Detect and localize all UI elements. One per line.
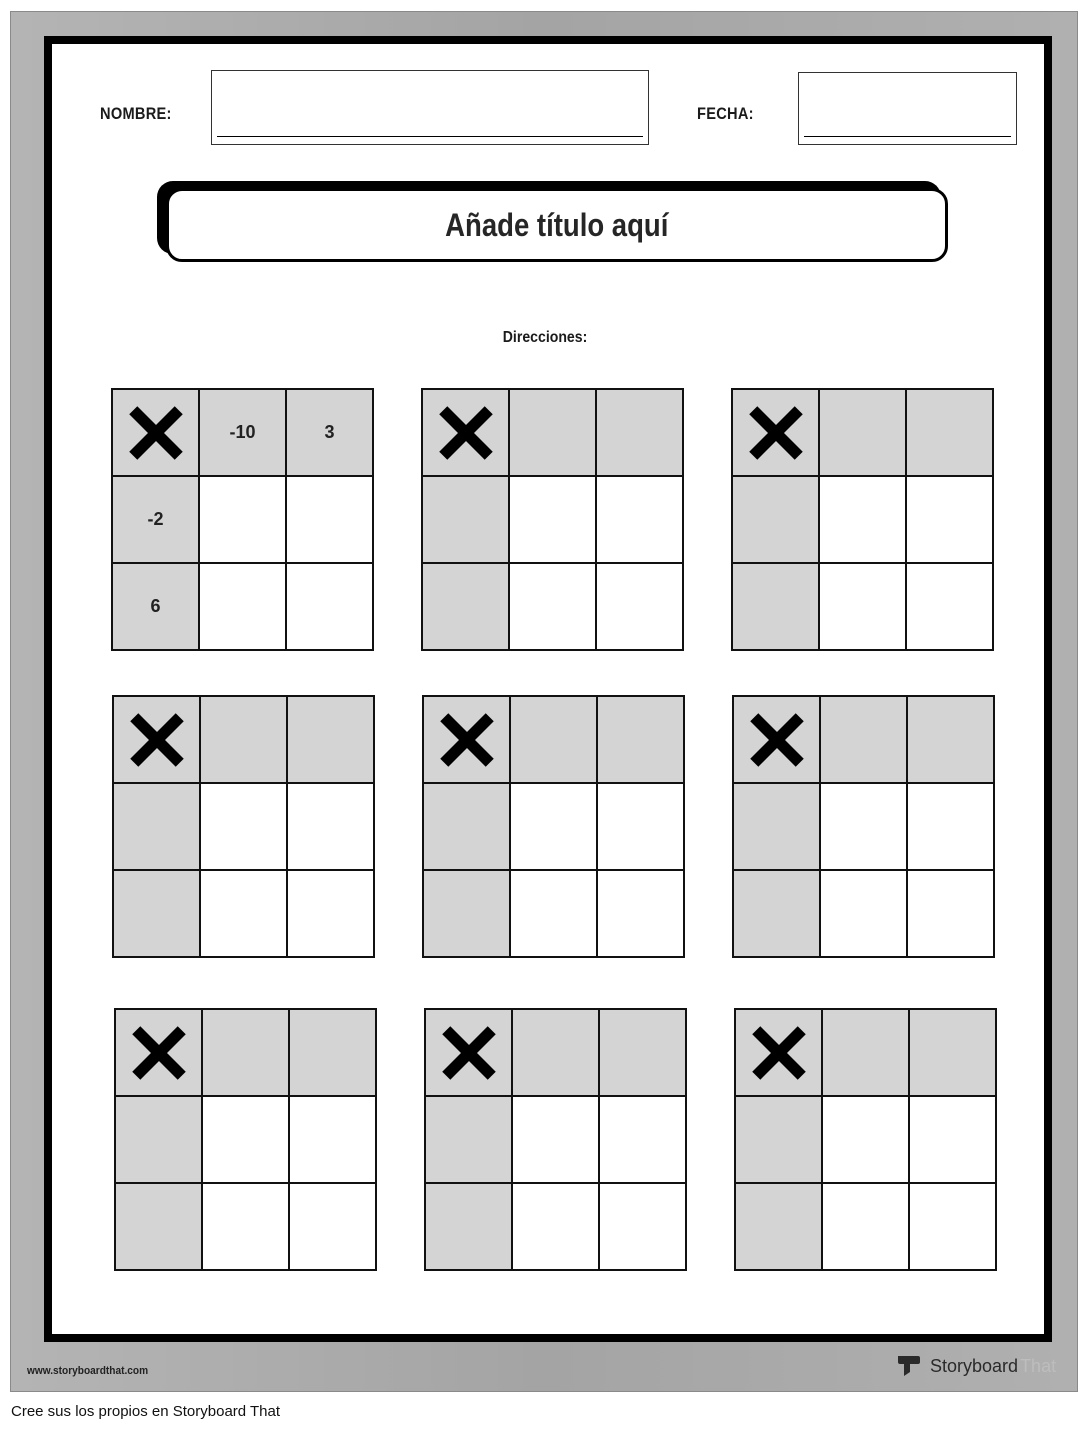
grid-header-cell — [511, 697, 596, 782]
grid-header-cell — [426, 1184, 511, 1269]
grid-header-cell: -2 — [113, 477, 198, 562]
grid-header-cell — [423, 477, 508, 562]
x-icon — [436, 709, 498, 771]
name-label: NOMBRE: — [100, 104, 172, 123]
grid-answer-cell[interactable] — [511, 784, 596, 869]
grid-header-cell — [288, 697, 373, 782]
grid-answer-cell[interactable] — [201, 871, 286, 956]
grid-header-cell — [734, 871, 819, 956]
number-grid — [111, 388, 374, 651]
grid-header-cell — [423, 564, 508, 649]
grid-header-cell — [203, 1010, 288, 1095]
grid-answer-cell[interactable] — [910, 1184, 995, 1269]
grid-header-cell — [426, 1097, 511, 1182]
grid-answer-cell[interactable] — [908, 871, 993, 956]
brand-name: Storyboard — [930, 1355, 1019, 1376]
grid-header-cell — [114, 871, 199, 956]
x-mark-icon — [113, 390, 198, 475]
x-icon — [128, 1022, 190, 1084]
grid-answer-cell[interactable] — [821, 871, 906, 956]
grid-answer-cell[interactable] — [600, 1097, 685, 1182]
grid-header-cell — [823, 1010, 908, 1095]
grid-header-cell — [598, 697, 683, 782]
grid-answer-cell[interactable] — [820, 564, 905, 649]
x-icon — [438, 1022, 500, 1084]
storyboard-brand[interactable] — [896, 1354, 1056, 1378]
grid-header-cell — [910, 1010, 995, 1095]
grid-answer-cell[interactable] — [511, 871, 596, 956]
grid-answer-cell[interactable] — [513, 1097, 598, 1182]
grid-answer-cell[interactable] — [598, 784, 683, 869]
storyboard-logo-icon — [896, 1354, 922, 1378]
directions-text: Direcciones: — [503, 329, 588, 346]
x-mark-icon — [423, 390, 508, 475]
grid-answer-cell[interactable] — [288, 871, 373, 956]
x-mark-icon — [116, 1010, 201, 1095]
grid-answer-cell[interactable] — [823, 1097, 908, 1182]
x-icon — [748, 1022, 810, 1084]
grid-answer-cell[interactable] — [597, 477, 682, 562]
grid-header-cell — [820, 390, 905, 475]
create-your-own-caption[interactable]: Cree sus los propios en Storyboard That — [11, 1403, 281, 1420]
grid-header-cell — [116, 1184, 201, 1269]
grid-header-cell: -10 — [200, 390, 285, 475]
x-icon — [745, 402, 807, 464]
grid-header-cell — [510, 390, 595, 475]
grid-answer-cell[interactable] — [200, 564, 285, 649]
grid-answer-cell[interactable] — [288, 784, 373, 869]
grid-answer-cell[interactable] — [290, 1097, 375, 1182]
footer-url[interactable]: www.storyboardthat.com — [27, 1365, 149, 1377]
x-mark-icon — [736, 1010, 821, 1095]
grid-header-cell — [736, 1097, 821, 1182]
grid-header-cell — [600, 1010, 685, 1095]
number-grid — [732, 695, 995, 958]
grid-header-cell — [734, 784, 819, 869]
grid-header-cell — [907, 390, 992, 475]
grid-answer-cell[interactable] — [907, 477, 992, 562]
number-grid — [114, 1008, 377, 1271]
grid-answer-cell[interactable] — [907, 564, 992, 649]
number-grid — [422, 695, 685, 958]
grid-answer-cell[interactable] — [823, 1184, 908, 1269]
number-grid — [731, 388, 994, 651]
grid-answer-cell[interactable] — [287, 477, 372, 562]
number-grid — [421, 388, 684, 651]
x-mark-icon — [424, 697, 509, 782]
grid-header-cell — [290, 1010, 375, 1095]
grid-answer-cell[interactable] — [600, 1184, 685, 1269]
grid-header-cell: 3 — [287, 390, 372, 475]
grid-answer-cell[interactable] — [908, 784, 993, 869]
grid-answer-cell[interactable] — [820, 477, 905, 562]
number-grid — [424, 1008, 687, 1271]
x-icon — [125, 402, 187, 464]
date-label: FECHA: — [697, 104, 754, 123]
grid-header-cell — [908, 697, 993, 782]
grid-answer-cell[interactable] — [510, 564, 595, 649]
grid-header-cell — [116, 1097, 201, 1182]
brand-name-faded: That — [1020, 1355, 1057, 1376]
grid-header-cell — [114, 784, 199, 869]
x-icon — [126, 709, 188, 771]
grid-header-cell — [424, 871, 509, 956]
grid-header-cell — [736, 1184, 821, 1269]
grid-answer-cell[interactable] — [821, 784, 906, 869]
grid-header-cell — [513, 1010, 598, 1095]
grid-header-cell: 6 — [113, 564, 198, 649]
grid-answer-cell[interactable] — [513, 1184, 598, 1269]
grid-answer-cell[interactable] — [597, 564, 682, 649]
grid-header-cell — [424, 784, 509, 869]
name-field[interactable] — [211, 70, 649, 145]
grid-answer-cell[interactable] — [598, 871, 683, 956]
grid-header-cell — [201, 697, 286, 782]
grid-header-cell — [733, 564, 818, 649]
grid-header-cell — [733, 477, 818, 562]
date-line — [804, 136, 1011, 137]
grid-answer-cell[interactable] — [287, 564, 372, 649]
date-field[interactable] — [798, 72, 1017, 145]
x-mark-icon — [426, 1010, 511, 1095]
grid-answer-cell[interactable] — [290, 1184, 375, 1269]
x-mark-icon — [733, 390, 818, 475]
number-grid — [112, 695, 375, 958]
grid-answer-cell[interactable] — [510, 477, 595, 562]
title-box[interactable] — [166, 188, 948, 262]
name-line — [217, 136, 643, 137]
grid-header-cell — [597, 390, 682, 475]
worksheet-title: Añade título aquí — [445, 206, 669, 243]
grid-answer-cell[interactable] — [201, 784, 286, 869]
x-mark-icon — [114, 697, 199, 782]
directions-label — [0, 329, 1091, 347]
grid-answer-cell[interactable] — [203, 1184, 288, 1269]
grid-answer-cell[interactable] — [910, 1097, 995, 1182]
x-icon — [746, 709, 808, 771]
grid-header-cell — [821, 697, 906, 782]
grid-answer-cell[interactable] — [203, 1097, 288, 1182]
grid-answer-cell[interactable] — [200, 477, 285, 562]
x-mark-icon — [734, 697, 819, 782]
x-icon — [435, 402, 497, 464]
number-grid — [734, 1008, 997, 1271]
